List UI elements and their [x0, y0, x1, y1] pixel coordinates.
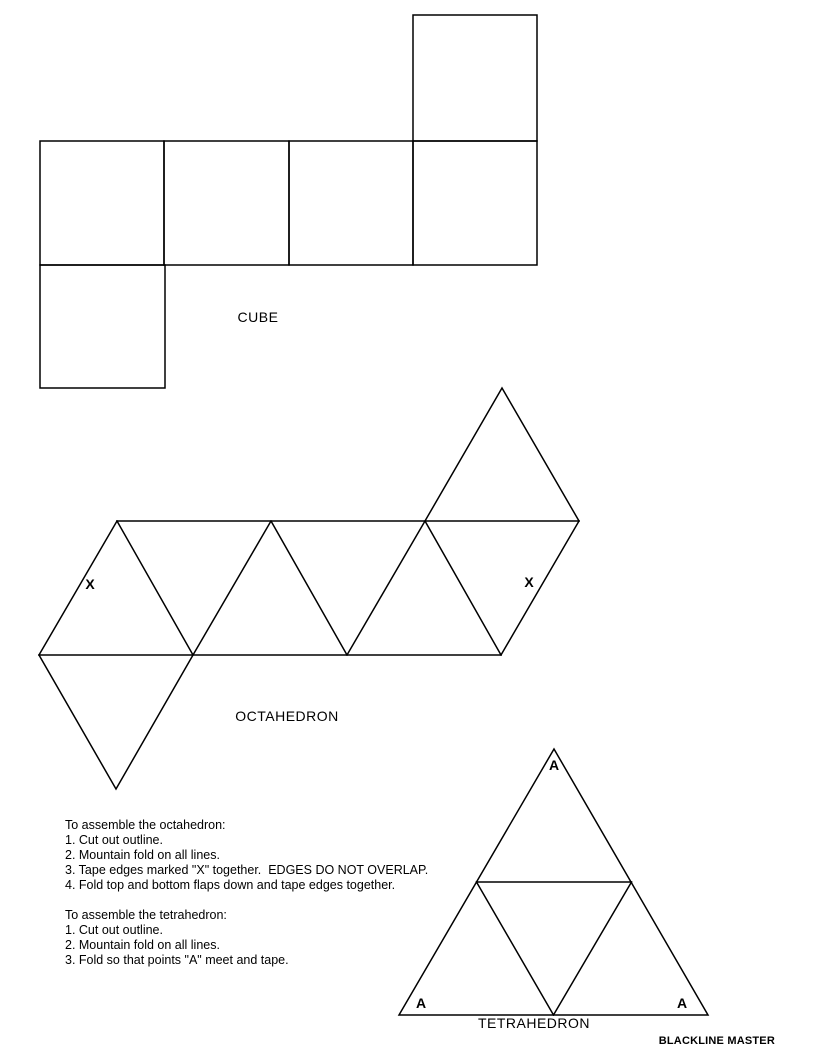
tetrahedron-point-mark-top: A: [548, 757, 560, 773]
octahedron-instructions: [65, 818, 428, 893]
tetrahedron-point-mark-bottom-left: A: [415, 995, 427, 1011]
instruction-line: 2. Mountain fold on all lines.: [65, 938, 220, 952]
cube-label: CUBE: [237, 309, 279, 325]
tetrahedron-instructions-title: To assemble the tetrahedron:: [65, 908, 227, 922]
tetrahedron-point-mark-bottom-right: A: [676, 995, 688, 1011]
octahedron-instructions-title: To assemble the octahedron:: [65, 818, 226, 832]
instruction-line: 4. Fold top and bottom flaps down and tape edges together.: [65, 878, 396, 892]
octahedron-net: [39, 388, 579, 789]
blackline-master-label: BLACKLINE MASTER: [658, 1035, 775, 1047]
instruction-line: 1. Cut out outline.: [65, 833, 163, 847]
octahedron-edge-mark-left: X: [85, 576, 95, 592]
cube-net: [40, 15, 537, 388]
octahedron-edge-mark-right: X: [524, 574, 534, 590]
tetrahedron-label: TETRAHEDRON: [477, 1015, 591, 1031]
octahedron-label: OCTAHEDRON: [235, 708, 339, 724]
instruction-line: 2. Mountain fold on all lines.: [65, 848, 220, 862]
instruction-line: 1. Cut out outline.: [65, 923, 163, 937]
tetrahedron-instructions: [65, 908, 289, 968]
instruction-line: 3. Fold so that points "A" meet and tape.: [65, 953, 289, 967]
tetrahedron-net: [399, 749, 708, 1015]
instruction-line: 3. Tape edges marked "X" together. EDGES DO NOT OVERLAP.: [65, 863, 429, 877]
